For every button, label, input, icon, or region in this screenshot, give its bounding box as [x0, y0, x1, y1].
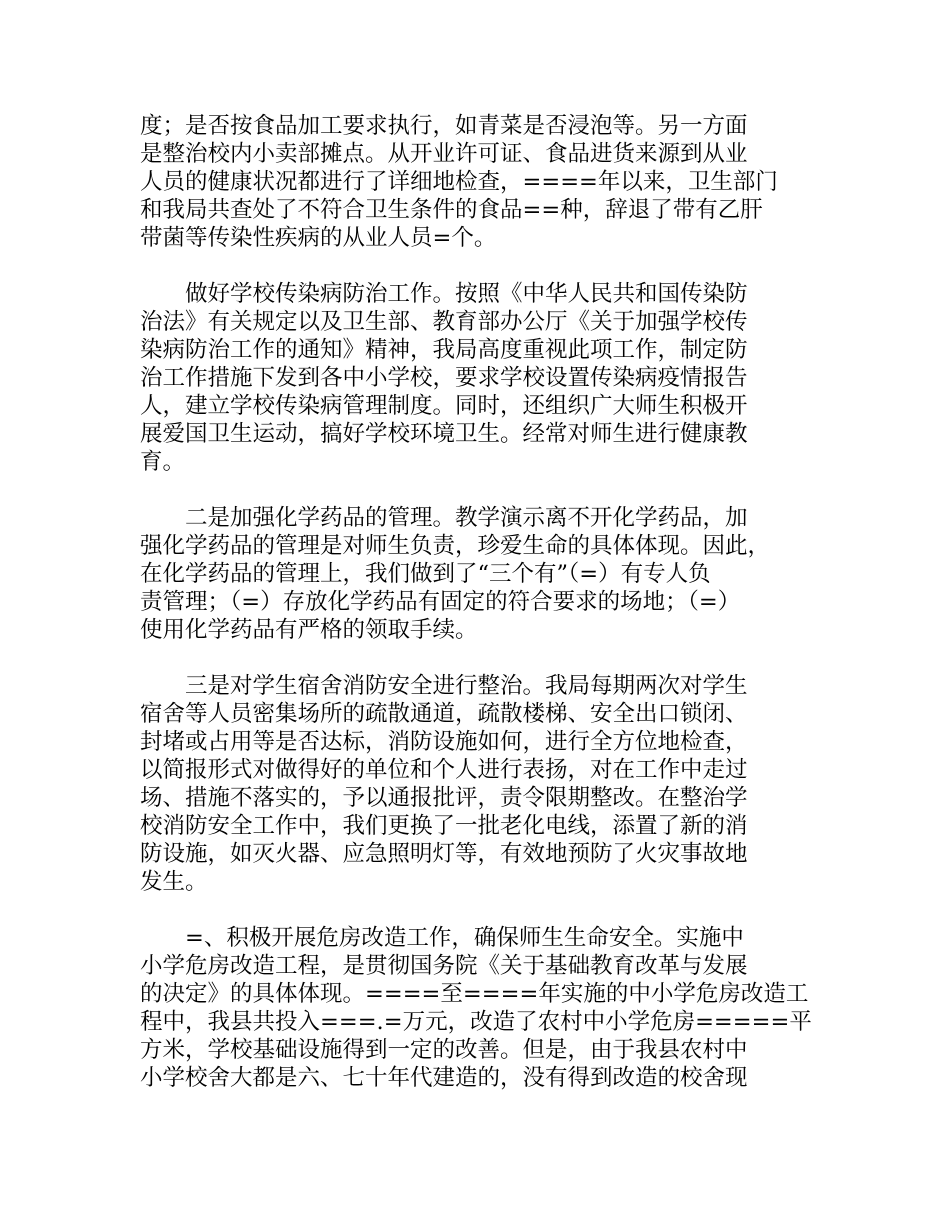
- paragraph-building-renovation: [140, 924, 830, 1092]
- text-line: 责管理；（=）存放化学药品有固定的符合要求的场地；（=）: [140, 589, 741, 615]
- text-line: 三是对学生宿舍消防安全进行整治。我局每期两次对学生: [140, 673, 748, 699]
- text-line: 发生。: [140, 869, 208, 895]
- text-line: 校消防安全工作中，我们更换了一批老化电线，添置了新的消: [140, 813, 748, 839]
- text-line: 方米，学校基础设施得到一定的改善。但是，由于我县农村中: [140, 1037, 748, 1063]
- paragraph-spacer: [140, 896, 830, 924]
- paragraph-food-safety: [140, 112, 830, 252]
- text-line: 小学危房改造工程，是贯彻国务院《关于基础教育改革与发展: [140, 953, 748, 979]
- text-line: 以简报形式对做得好的单位和个人进行表扬，对在工作中走过: [140, 757, 748, 783]
- text-line: 治法》有关规定以及卫生部、教育部办公厅《关于加强学校传: [140, 309, 748, 335]
- paragraph-disease-prevention: [140, 280, 830, 476]
- text-line: 人，建立学校传染病管理制度。同时，还组织广大师生积极开: [140, 393, 748, 419]
- text-line: 强化学药品的管理是对师生负责，珍爱生命的具体体现。因此，: [140, 533, 771, 559]
- text-line: 治工作措施下发到各中小学校，要求学校设置传染病疫情报告: [140, 365, 748, 391]
- paragraph-spacer: [140, 644, 830, 672]
- paragraph-fire-safety: [140, 672, 830, 896]
- text-line: 育。: [140, 449, 186, 475]
- text-line: 使用化学药品有严格的领取手续。: [140, 617, 478, 643]
- text-line: 程中，我县共投入===.=万元，改造了农村中小学危房=====平: [140, 1009, 812, 1035]
- text-line: 小学校舍大都是六、七十年代建造的，没有得到改造的校舍现: [140, 1065, 748, 1091]
- text-line: 是整治校内小卖部摊点。从开业许可证、食品进货来源到从业: [140, 141, 748, 167]
- text-line: 的决定》的具体体现。====至====年实施的中小学危房改造工: [140, 981, 809, 1007]
- paragraph-chemical-management: [140, 504, 830, 644]
- document-body: [140, 112, 830, 1092]
- text-line: 染病防治工作的通知》精神，我局高度重视此项工作，制定防: [140, 337, 748, 363]
- text-line: =、积极开展危房改造工作，确保师生生命安全。实施中: [140, 925, 744, 951]
- text-line: 度；是否按食品加工要求执行，如青菜是否浸泡等。另一方面: [140, 113, 748, 139]
- text-line: 场、措施不落实的，予以通报批评，责令限期整改。在整治学: [140, 785, 748, 811]
- paragraph-spacer: [140, 252, 830, 280]
- text-line: 封堵或占用等是否达标，消防设施如何，进行全方位地检查，: [140, 729, 748, 755]
- text-line: 二是加强化学药品的管理。教学演示离不开化学药品，加: [140, 505, 748, 531]
- text-line: 防设施，如灭火器、应急照明灯等，有效地预防了火灾事故地: [140, 841, 748, 867]
- text-line: 人员的健康状况都进行了详细地检查，====年以来，卫生部门: [140, 169, 778, 195]
- text-line: 做好学校传染病防治工作。按照《中华人民共和国传染防: [140, 281, 748, 307]
- text-line: 在化学药品的管理上，我们做到了“三个有”（=）有专人负: [140, 561, 711, 587]
- paragraph-spacer: [140, 476, 830, 504]
- text-line: 和我局共查处了不符合卫生条件的食品==种，辞退了带有乙肝: [140, 197, 763, 223]
- text-line: 带菌等传染性疾病的从业人员=个。: [140, 225, 497, 251]
- text-line: 宿舍等人员密集场所的疏散通道，疏散楼梯、安全出口锁闭、: [140, 701, 748, 727]
- text-line: 展爱国卫生运动，搞好学校环境卫生。经常对师生进行健康教: [140, 421, 748, 447]
